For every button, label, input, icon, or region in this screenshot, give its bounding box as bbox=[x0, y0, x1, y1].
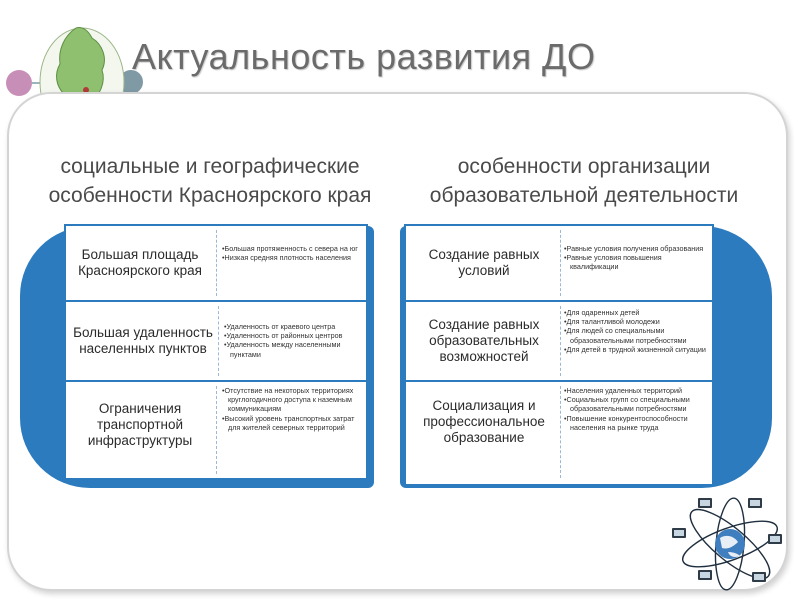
right-row-bullets bbox=[564, 244, 708, 272]
bullet: •Для талантливой молодежи bbox=[564, 317, 660, 327]
right-row-title: Создание равных условий bbox=[428, 247, 540, 278]
right-row-title: Социализация и профессиональное образование bbox=[423, 398, 545, 445]
page-title: Актуальность развития ДО bbox=[132, 36, 596, 77]
bullet: •Отсутствие на некоторых территориях круглогодичного доступа к наземным коммуникациям bbox=[222, 386, 354, 414]
right-row-title: Создание равных образовательных возможностей bbox=[428, 317, 540, 364]
right-row-bullets bbox=[564, 386, 708, 432]
right-heading-line2: образовательной деятельности bbox=[429, 184, 739, 207]
right-row-bullets bbox=[564, 308, 708, 354]
bullet: •Для одаренных детей bbox=[564, 308, 640, 317]
left-row bbox=[66, 382, 366, 478]
cell-divider bbox=[560, 386, 561, 478]
bullet: •Повышение конкурентоспособности населения на рынке труда bbox=[564, 413, 688, 432]
bullet: •Низкая средняя плотность населения bbox=[222, 253, 351, 263]
left-row-bullets bbox=[224, 322, 362, 359]
bullet: •Удаленность от районных центров bbox=[224, 331, 343, 341]
left-row-title: Ограничения транспортной инфраструктуры bbox=[87, 401, 193, 448]
left-row-bullets bbox=[222, 386, 362, 432]
cell-divider bbox=[560, 230, 561, 296]
network-globe-icon bbox=[668, 494, 786, 594]
right-row bbox=[406, 226, 712, 302]
cell-divider bbox=[216, 386, 217, 474]
left-row-title: Большая удаленность населенных пунктов bbox=[73, 325, 213, 356]
bullet: •Удаленность от краевого центра bbox=[224, 322, 336, 331]
bullet: •Населения удаленных территорий bbox=[564, 386, 683, 395]
cell-divider bbox=[218, 306, 219, 376]
right-table bbox=[404, 224, 714, 486]
left-table bbox=[64, 224, 368, 480]
bullet: •Для людей со специальными образовательными потребностями bbox=[564, 326, 687, 345]
cell-divider bbox=[560, 306, 561, 376]
bullet: •Равные условия повышения квалификации bbox=[564, 253, 662, 272]
left-row-title: Большая площадь Красноярского края bbox=[78, 247, 202, 278]
right-row bbox=[406, 382, 712, 482]
bullet: •Для детей в трудной жизненной ситуации bbox=[564, 344, 706, 354]
right-column-heading bbox=[404, 152, 764, 210]
left-column-heading bbox=[30, 152, 390, 210]
left-row-bullets bbox=[222, 244, 362, 262]
decor-dot-left bbox=[6, 70, 32, 96]
left-row bbox=[66, 302, 366, 382]
left-heading-line1: социальные и географические bbox=[60, 155, 360, 178]
right-row bbox=[406, 302, 712, 382]
bullet: •Социальных групп со специальными образовательными потребностями bbox=[564, 395, 690, 414]
cell-divider bbox=[216, 230, 217, 296]
left-heading-line2: особенности Красноярского края bbox=[48, 184, 372, 207]
bullet: •Удаленность между населенными пунктами bbox=[224, 340, 341, 359]
bullet: •Большая протяженность с севера на юг bbox=[222, 244, 358, 253]
left-row bbox=[66, 226, 366, 302]
bullet: •Высокий уровень транспортных затрат для жителей северных территорий bbox=[222, 413, 355, 432]
right-heading-line1: особенности организации bbox=[457, 155, 711, 178]
bullet: •Равные условия получения образования bbox=[564, 244, 704, 253]
